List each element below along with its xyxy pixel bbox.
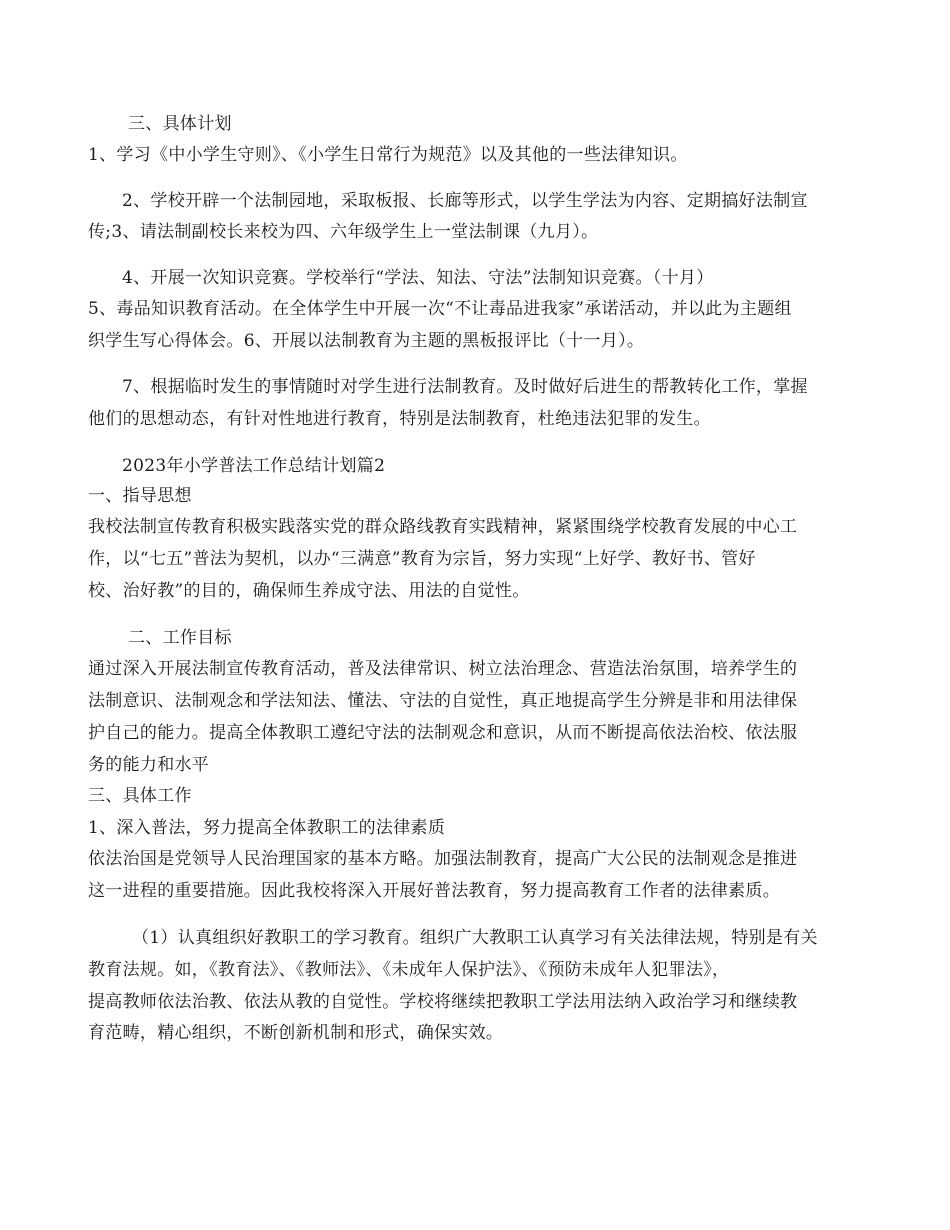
paragraph-line: 7、根据临时发生的事情随时对学生进行法制教育。及时做好后进生的帮教转化工作，掌握 [122, 377, 808, 397]
paragraph-line: 教育法规。如，《教育法》、《教师法》、《未成年人保护法》、《预防未成年人犯罪法》， [88, 960, 730, 980]
section-heading: 三、具体工作 [88, 786, 192, 806]
paragraph-line: 通过深入开展法制宣传教育活动，普及法律常识、树立法治理念、营造法治氛围，培养学生的 [88, 659, 798, 679]
paragraph-line: 作，以“七五”普法为契机，以办“三满意”教育为宗旨，努力实现“上好学、教好书、管好 [88, 549, 756, 569]
paragraph-line: 务的能力和水平 [88, 755, 210, 775]
paragraph-line: 育范畴，精心组织，不断创新机制和形式，确保实效。 [88, 1023, 504, 1043]
paragraph-line: 提高教师依法治教、依法从教的自觉性。学校将继续把教职工学法用法纳入政治学习和继续教 [88, 992, 798, 1012]
paragraph-line: 2、学校开辟一个法制园地，采取板报、长廊等形式，以学生学法为内容、定期搞好法制宣 [122, 191, 808, 211]
paragraph-line: 法制意识、法制观念和学法知法、懂法、守法的自觉性，真正地提高学生分辨是非和用法律保 [88, 691, 798, 711]
paragraph-line: 5、毒品知识教育活动。在全体学生中开展一次“不让毒品进我家”承诺活动，并以此为主题组 [88, 299, 792, 319]
paragraph-line: 织学生写心得体会。6、开展以法制教育为主题的黑板报评比（十一月）。 [88, 331, 645, 351]
paragraph-line: （1）认真组织好教职工的学习教育。组织广大教职工认真学习有关法律法规，特别是有关 [132, 928, 818, 948]
paragraph-line: 我校法制宣传教育积极实践落实党的群众路线教育实践精神，紧紧围绕学校教育发展的中心工 [88, 517, 798, 537]
paragraph-line: 1、学习《中小学生守则》、《小学生日常行为规范》以及其他的一些法律知识。 [88, 145, 688, 165]
paragraph-line: 4、开展一次知识竞赛。学校举行“学法、知法、守法”法制知识竞赛。（十月） [122, 268, 714, 288]
section-title: 2023年小学普法工作总结计划篇2 [122, 456, 386, 476]
section-heading: 一、指导思想 [88, 486, 192, 506]
paragraph-line: 依法治国是党领导人民治理国家的基本方略。加强法制教育，提高广大公民的法制观念是推进 [88, 849, 798, 869]
paragraph-line: 这一进程的重要措施。因此我校将深入开展好普法教育，努力提高教育工作者的法律素质。 [88, 881, 780, 901]
section-heading: 三、具体计划 [128, 114, 232, 134]
paragraph-line: 他们的思想动态，有针对性地进行教育，特别是法制教育，杜绝违法犯罪的发生。 [88, 409, 711, 429]
section-heading: 二、工作目标 [128, 628, 232, 648]
paragraph-line: 传;3、请法制副校长来校为四、六年级学生上一堂法制课（九月）。 [88, 222, 599, 242]
paragraph-line: 校、治好教”的目的，确保师生养成守法、用法的自觉性。 [88, 581, 530, 601]
subsection-heading: 1、深入普法，努力提高全体教职工的法律素质 [88, 818, 446, 838]
paragraph-line: 护自己的能力。提高全体教职工遵纪守法的法制观念和意识，从而不断提高依法治校、依法服 [88, 723, 798, 743]
